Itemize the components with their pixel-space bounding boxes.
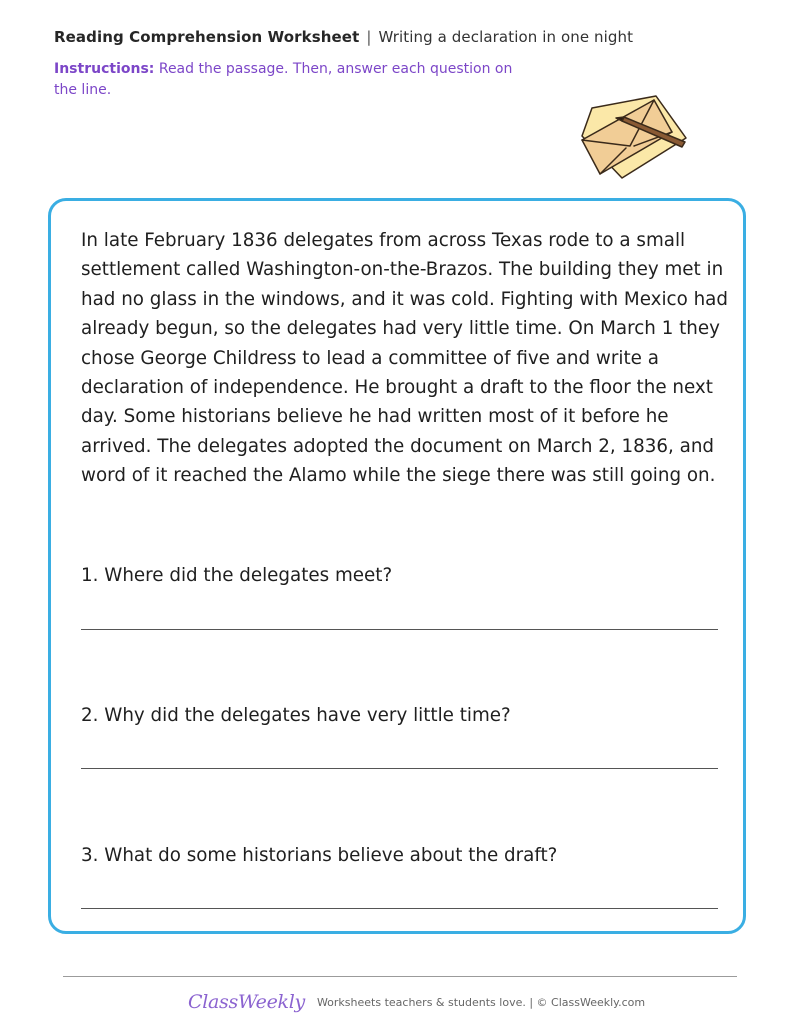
- answer-line-2[interactable]: [81, 768, 718, 769]
- instructions-text: Read the passage. Then, answer each question on the line.: [54, 61, 513, 98]
- worksheet-title: Reading Comprehension Worksheet: [54, 28, 360, 46]
- question-3: 3. What do some historians believe about the draft?: [81, 845, 558, 866]
- worksheet-subtitle: Writing a declaration in one night: [378, 28, 634, 46]
- footer-tagline: Worksheets teachers & students love. | © ClassWeekly.com: [316, 995, 646, 1009]
- worksheet-header: [54, 28, 633, 46]
- question-1: 1. Where did the delegates meet?: [81, 565, 393, 586]
- envelope-and-pen-icon: [578, 92, 690, 182]
- title-separator: |: [366, 28, 372, 46]
- reading-passage: In late February 1836 delegates from across Texas rode to a small settlement called Washington-on-the-Brazos. The building they met in had no glass in the windows, and it was cold. Fighting with Mexico had already begun, so the delegates had very little time. On March 1 they chose George Childress to lead a committee of five and write a declaration of independence. He brought a draft to the floor the next day. Some historians believe he had written most of it before he arrived. The delegates adopted the document on March 2, 1836, and word of it reached the Alamo while the siege there was still going on.: [81, 230, 728, 487]
- footer: [188, 986, 645, 1018]
- footer-divider: [63, 976, 737, 977]
- question-2: 2. Why did the delegates have very little time?: [81, 705, 511, 726]
- instructions: [54, 59, 514, 101]
- answer-line-3[interactable]: [81, 908, 718, 909]
- brand-logo: ClassWeekly: [188, 991, 305, 1013]
- answer-line-1[interactable]: [81, 629, 718, 630]
- instructions-label: Instructions:: [54, 61, 155, 77]
